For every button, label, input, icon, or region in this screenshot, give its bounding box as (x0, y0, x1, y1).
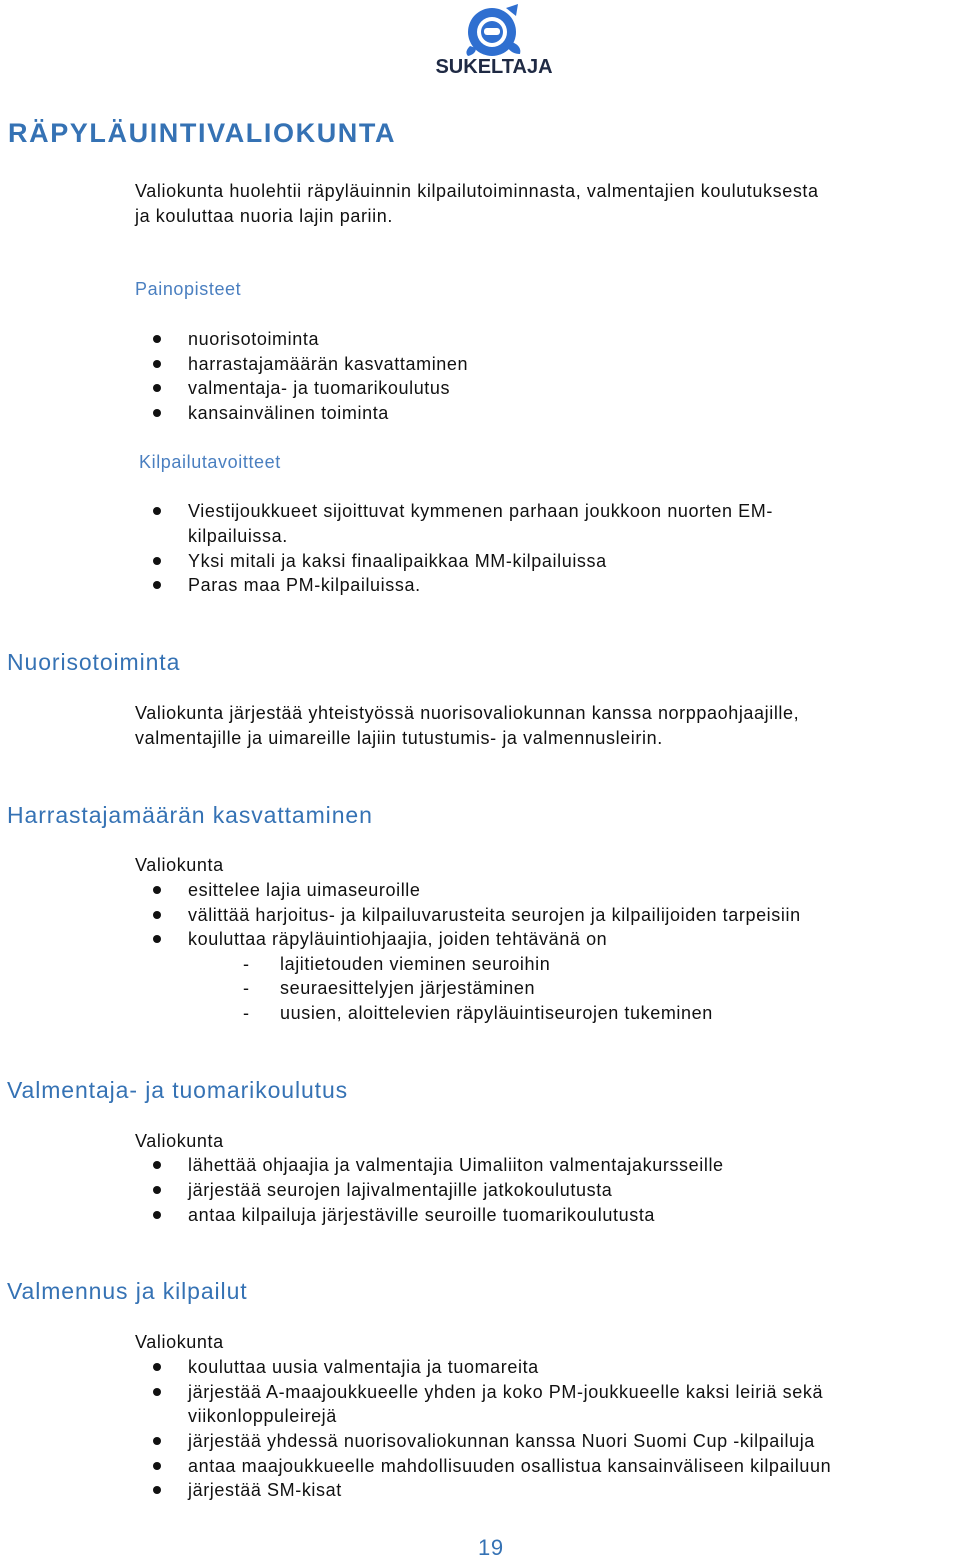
dash-marker: - (243, 1003, 250, 1023)
list-item: järjestää seurojen lajivalmentajille jatkokoulutusta (188, 1180, 613, 1200)
dash-marker: - (243, 954, 250, 974)
intro-line-1: Valiokunta huolehtii räpyläuinnin kilpailutoiminnasta, valmentajien koulutuksesta (135, 181, 819, 201)
bullet-icon (153, 1462, 161, 1470)
list-item-continuation: viikonloppuleirejä (188, 1406, 337, 1426)
list-item: Yksi mitali ja kaksi finaalipaikkaa MM-kilpailuissa (188, 551, 607, 571)
sub-list-item: lajitietouden vieminen seuroihin (280, 954, 551, 974)
page-title: RÄPYLÄUINTIVALIOKUNTA (8, 118, 397, 148)
logo-wordmark: SUKELTAJA (435, 56, 553, 78)
bullet-icon (153, 360, 161, 368)
sub-list-item: uusien, aloittelevien räpyläuintiseurojen tukeminen (280, 1003, 713, 1023)
bullet-icon (153, 1363, 161, 1371)
dash-marker: - (243, 978, 250, 998)
list-item: nuorisotoiminta (188, 329, 320, 349)
nuorisotoiminta-heading: Nuorisotoiminta (7, 649, 181, 675)
bullet-icon (153, 1161, 161, 1169)
bullet-icon (153, 1211, 161, 1219)
list-item: Viestijoukkueet sijoittuvat kymmenen parhaan joukkoon nuorten EM- (188, 501, 773, 521)
valmennus-lead: Valiokunta (135, 1332, 224, 1352)
bullet-icon (153, 1486, 161, 1494)
list-item: kansainvälinen toiminta (188, 403, 389, 423)
list-item: välittää harjoitus- ja kilpailuvarusteita seurojen ja kilpailijoiden tarpeisiin (188, 905, 801, 925)
nuorisotoiminta-line-1: Valiokunta järjestää yhteistyössä nuorisovaliokunnan kanssa norppaohjaajille, (135, 703, 800, 723)
list-item: järjestää A-maajoukkueelle yhden ja koko PM-joukkueelle kaksi leiriä sekä (188, 1382, 824, 1402)
bullet-icon (153, 911, 161, 919)
list-item: antaa maajoukkueelle mahdollisuuden osallistua kansainväliseen kilpailuun (188, 1456, 832, 1476)
harrastaja-lead: Valiokunta (135, 855, 224, 875)
list-item: järjestää yhdessä nuorisovaliokunnan kanssa Nuori Suomi Cup -kilpailuja (188, 1431, 815, 1451)
bullet-icon (153, 409, 161, 417)
list-item: valmentaja- ja tuomarikoulutus (188, 378, 451, 398)
valmentaja-heading: Valmentaja- ja tuomarikoulutus (7, 1077, 349, 1103)
diver-helmet-logo-icon (462, 2, 526, 58)
harrastaja-heading: Harrastajamäärän kasvattaminen (7, 802, 373, 828)
bullet-icon (153, 1388, 161, 1396)
list-item: harrastajamäärän kasvattaminen (188, 354, 469, 374)
bullet-icon (153, 384, 161, 392)
list-item: järjestää SM-kisat (188, 1480, 342, 1500)
kilpailutavoitteet-heading: Kilpailutavoitteet (139, 452, 281, 472)
sub-list-item: seuraesittelyjen järjestäminen (280, 978, 536, 998)
bullet-icon (153, 335, 161, 343)
bullet-icon (153, 1186, 161, 1194)
bullet-icon (153, 507, 161, 515)
intro-line-2: ja kouluttaa nuoria lajin pariin. (135, 206, 393, 226)
bullet-icon (153, 886, 161, 894)
page-number: 19 (478, 1535, 504, 1560)
list-item: kouluttaa räpyläuintiohjaajia, joiden tehtävänä on (188, 929, 608, 949)
list-item: lähettää ohjaajia ja valmentajia Uimaliiton valmentajakursseille (188, 1155, 724, 1175)
valmennus-heading: Valmennus ja kilpailut (7, 1278, 248, 1304)
nuorisotoiminta-line-2: valmentajille ja uimareille lajiin tutustumis- ja valmennusleirin. (135, 728, 663, 748)
sukeltaja-logo (434, 2, 554, 80)
list-item: kouluttaa uusia valmentajia ja tuomareita (188, 1357, 539, 1377)
list-item-continuation: kilpailuissa. (188, 526, 288, 546)
valmentaja-lead: Valiokunta (135, 1131, 224, 1151)
bullet-icon (153, 935, 161, 943)
painopisteet-heading: Painopisteet (135, 279, 242, 299)
list-item: Paras maa PM-kilpailuissa. (188, 575, 421, 595)
bullet-icon (153, 557, 161, 565)
bullet-icon (153, 1437, 161, 1445)
bullet-icon (153, 581, 161, 589)
list-item: antaa kilpailuja järjestäville seuroille tuomarikoulutusta (188, 1205, 656, 1225)
list-item: esittelee lajia uimaseuroille (188, 880, 421, 900)
